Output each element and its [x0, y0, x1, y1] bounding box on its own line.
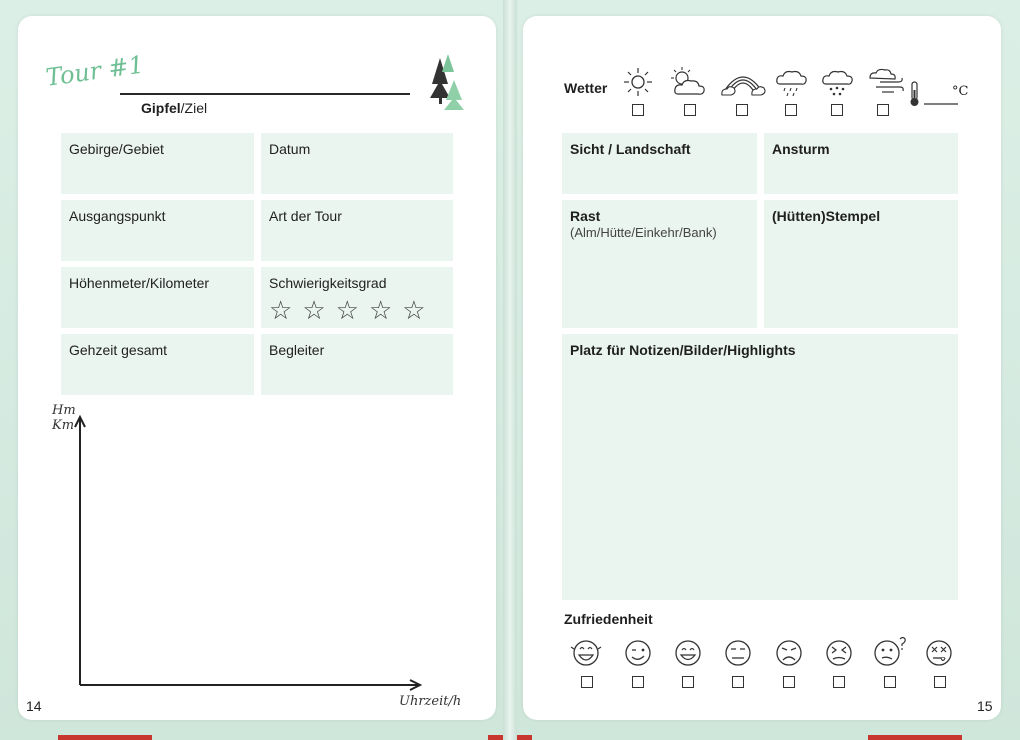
- satisfaction-checkbox[interactable]: [581, 676, 593, 688]
- squint-face-icon: [821, 637, 857, 669]
- weather-checkbox[interactable]: [736, 104, 748, 116]
- temperature-unit: °C: [952, 84, 969, 99]
- weather-checkbox[interactable]: [831, 104, 843, 116]
- field-rast[interactable]: Rast (Alm/Hütte/Einkehr/Bank): [562, 200, 757, 328]
- dizzy-face-icon: [921, 637, 957, 669]
- satisfaction-checkbox[interactable]: [884, 676, 896, 688]
- axis-x-label: Uhrzeit/h: [399, 694, 462, 709]
- satisfaction-checkbox[interactable]: [783, 676, 795, 688]
- sad-face-icon: [771, 637, 807, 669]
- elevation-chart-axes[interactable]: [60, 405, 430, 700]
- snow-cloud-icon: [820, 66, 856, 98]
- field-gebirge[interactable]: Gebirge/Gebiet: [61, 133, 254, 194]
- sun-cloud-icon: [668, 66, 710, 98]
- field-gehzeit[interactable]: Gehzeit gesamt: [61, 334, 254, 395]
- page-number-right: 15: [977, 698, 993, 714]
- field-schwierigkeitsgrad[interactable]: Schwierigkeitsgrad ☆ ☆ ☆ ☆ ☆: [261, 267, 453, 328]
- weather-label: Wetter: [564, 80, 608, 96]
- field-sicht[interactable]: Sicht / Landschaft: [562, 133, 757, 194]
- weather-checkbox[interactable]: [684, 104, 696, 116]
- field-notizen[interactable]: Platz für Notizen/Bilder/Highlights: [562, 334, 958, 600]
- field-datum[interactable]: Datum: [261, 133, 453, 194]
- field-hoehenmeter[interactable]: Höhenmeter/Kilometer: [61, 267, 254, 328]
- wind-icon: [866, 66, 906, 98]
- star-icon[interactable]: ☆: [302, 295, 326, 325]
- summit-input-line[interactable]: [120, 93, 410, 95]
- weather-checkbox[interactable]: [877, 104, 889, 116]
- rainbow-icon: [719, 66, 767, 98]
- page-number-left: 14: [26, 698, 42, 714]
- weather-checkbox[interactable]: [785, 104, 797, 116]
- happy-face-icon: [670, 637, 706, 669]
- tour-title: Tour #1: [44, 50, 146, 92]
- neutral-face-icon: [720, 637, 756, 669]
- winking-face-icon: [620, 637, 656, 669]
- star-icon[interactable]: ☆: [368, 295, 393, 325]
- field-stempel[interactable]: (Hütten)Stempel: [764, 200, 958, 328]
- book-spine: [503, 0, 517, 740]
- confused-face-icon: [871, 635, 911, 669]
- satisfaction-label: Zufriedenheit: [564, 611, 653, 627]
- star-icon[interactable]: ☆: [402, 295, 426, 325]
- tree-icon: [428, 50, 468, 114]
- laughing-face-icon: [568, 637, 604, 669]
- axis-y-label-hm: Hm: [52, 403, 76, 418]
- field-begleiter[interactable]: Begleiter: [261, 334, 453, 395]
- satisfaction-checkbox[interactable]: [732, 676, 744, 688]
- field-ausgangspunkt[interactable]: Ausgangspunkt: [61, 200, 254, 261]
- satisfaction-checkbox[interactable]: [682, 676, 694, 688]
- axis-y-label-km: Km: [52, 418, 75, 433]
- sun-icon: [620, 66, 656, 98]
- rain-cloud-icon: [774, 66, 810, 98]
- field-ansturm[interactable]: Ansturm: [764, 133, 958, 194]
- difficulty-stars[interactable]: [269, 297, 445, 323]
- weather-checkbox[interactable]: [632, 104, 644, 116]
- satisfaction-checkbox[interactable]: [934, 676, 946, 688]
- bookmark-ribbon: [58, 735, 152, 740]
- star-icon[interactable]: ☆: [269, 295, 293, 325]
- star-icon[interactable]: ☆: [335, 295, 359, 325]
- field-art-der-tour[interactable]: Art der Tour: [261, 200, 453, 261]
- satisfaction-checkbox[interactable]: [632, 676, 644, 688]
- satisfaction-checkbox[interactable]: [833, 676, 845, 688]
- summit-label: Gipfel/Ziel: [141, 100, 208, 116]
- bookmark-ribbon: [868, 735, 962, 740]
